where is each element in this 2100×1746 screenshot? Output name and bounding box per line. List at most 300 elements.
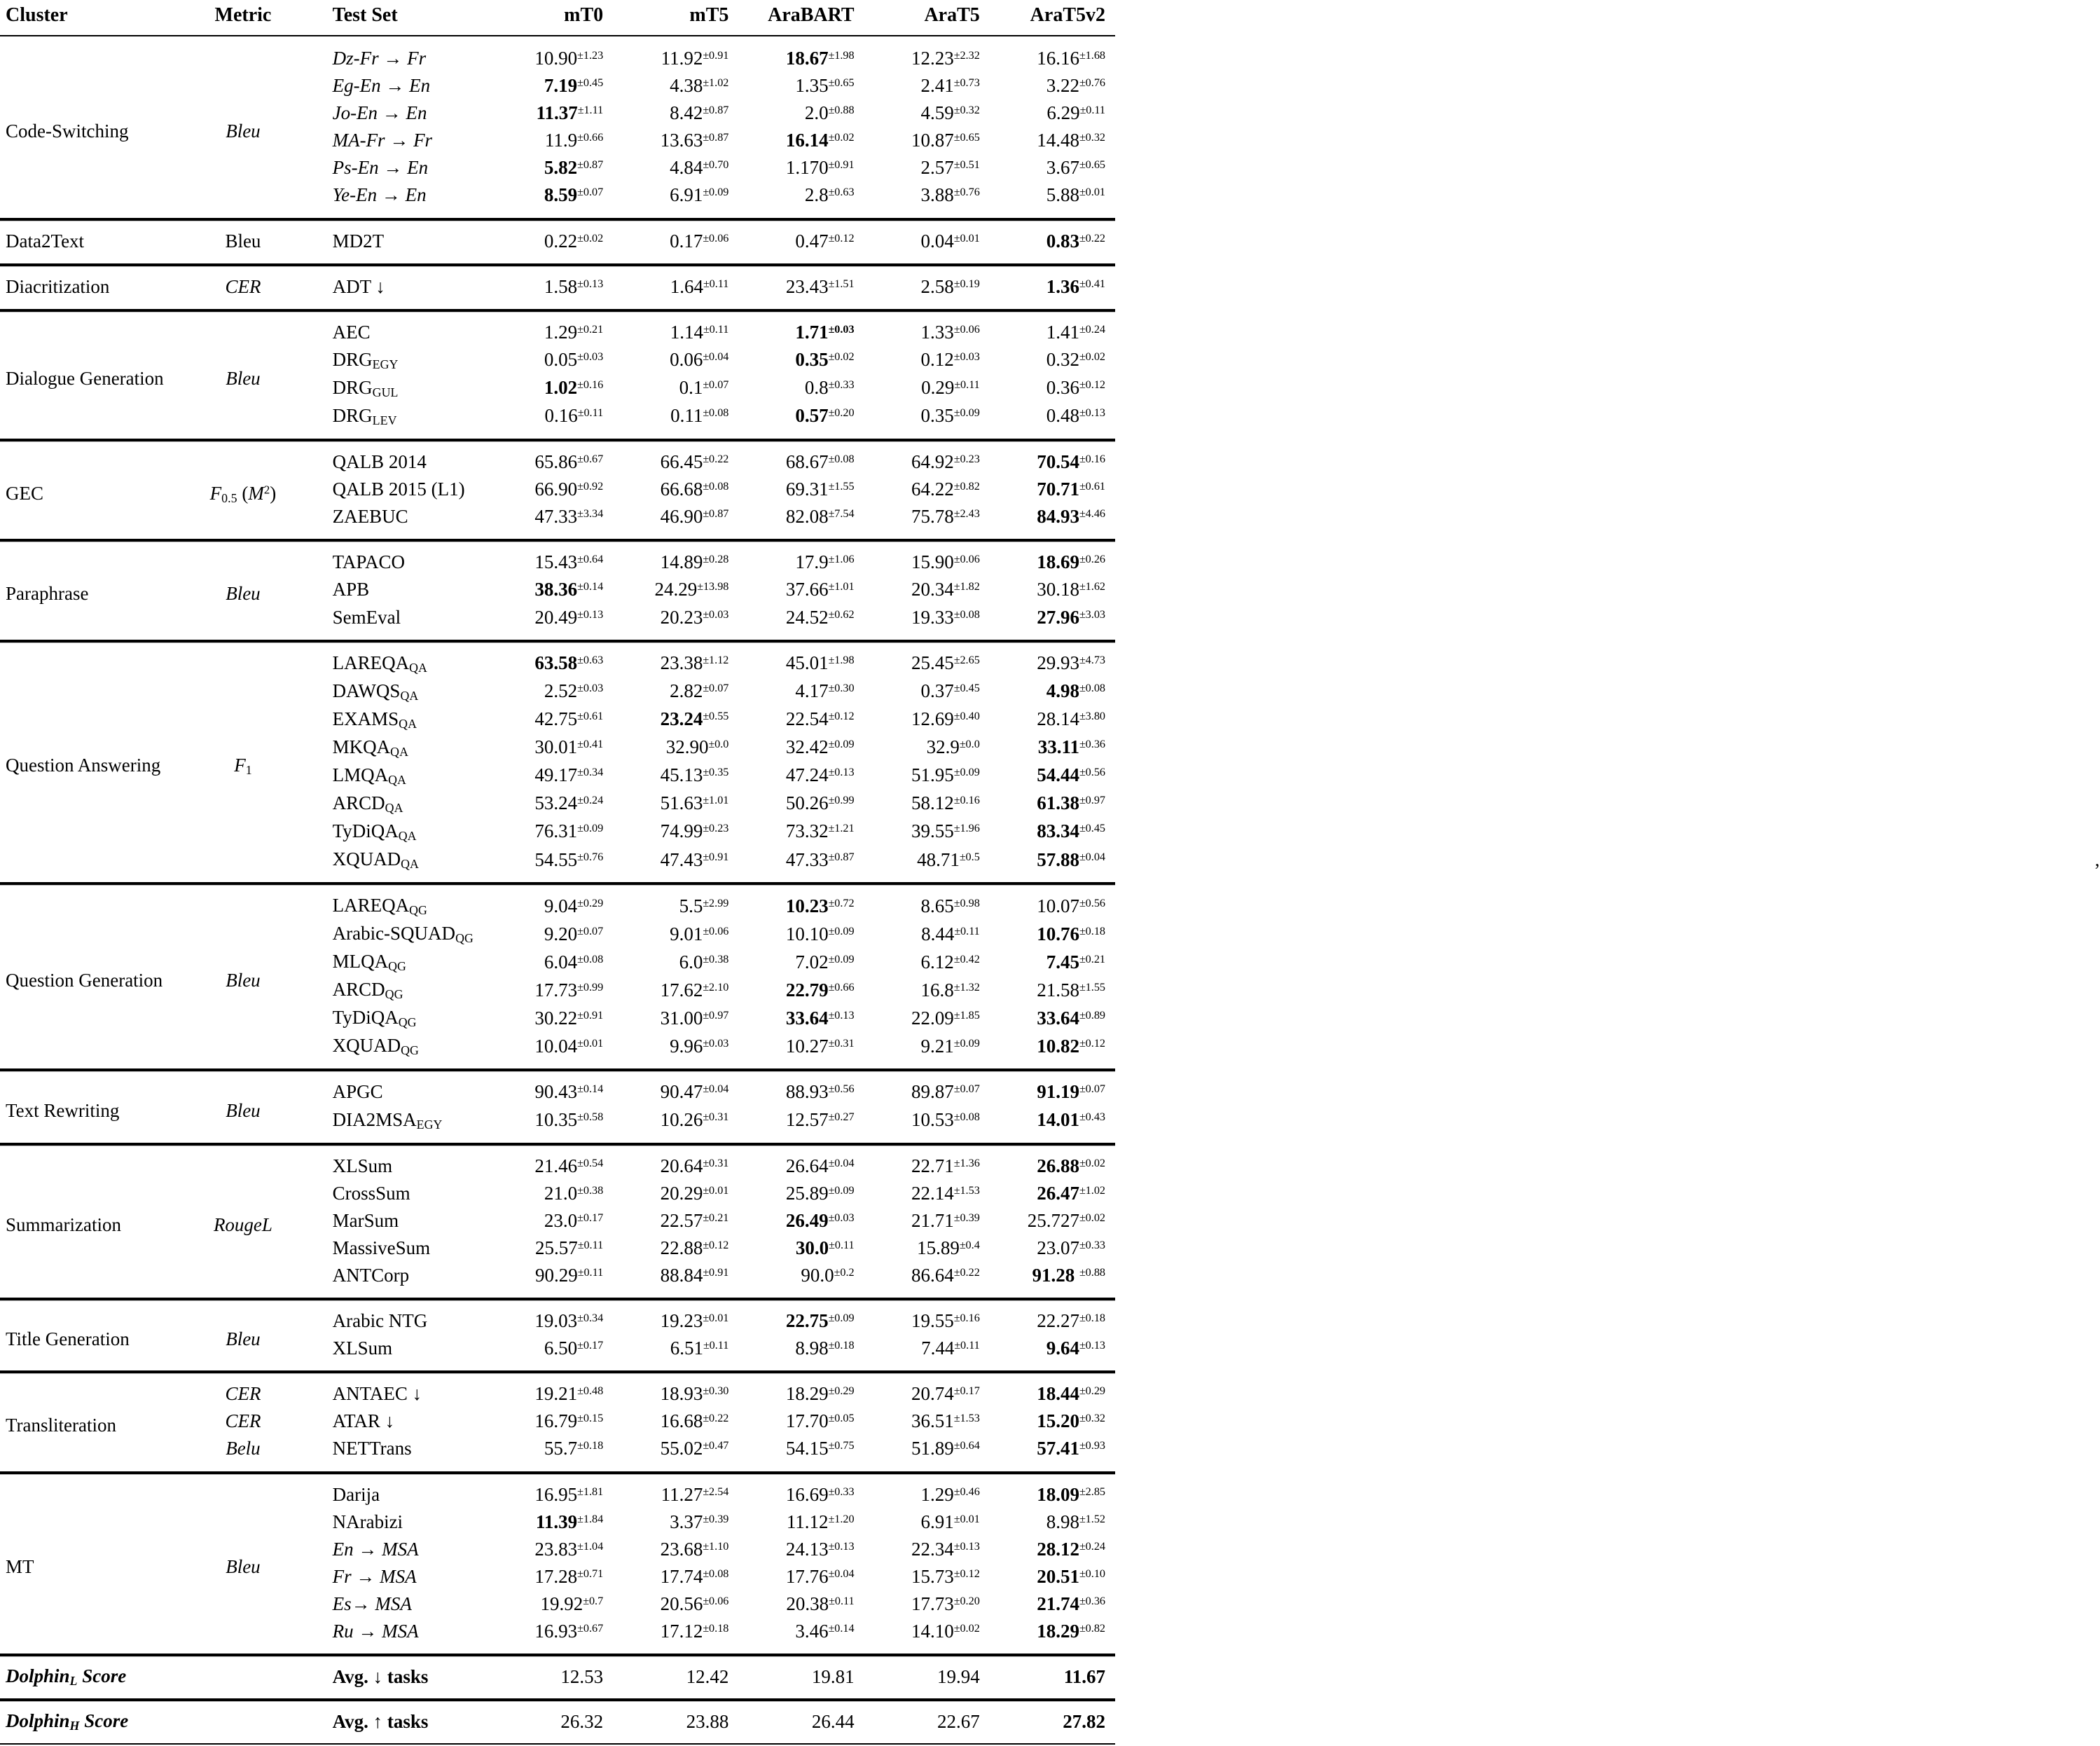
column-header-cluster: Cluster xyxy=(0,0,162,36)
cell-score-mt5 xyxy=(613,181,738,218)
score-stddev: ±0.11 xyxy=(954,378,980,392)
score-number: 66.90 xyxy=(534,479,578,500)
score-number: 2.8 xyxy=(804,184,829,206)
trailing-comma-mark: , xyxy=(2094,848,2100,870)
cell-score-arabart xyxy=(738,99,864,127)
score-stddev: ±4.46 xyxy=(1079,507,1105,521)
test-set-subscript: QG xyxy=(385,987,403,1002)
score-number: 17.73 xyxy=(534,979,578,1001)
test-set-label: ZAEBUC xyxy=(332,506,408,528)
score-number: 22.67 xyxy=(937,1710,980,1732)
score-number: 63.58 xyxy=(534,652,578,674)
score-number: 55.02 xyxy=(660,1438,703,1459)
cell-score-arabart xyxy=(738,790,864,818)
score-value xyxy=(911,1566,980,1587)
score-value xyxy=(560,1711,603,1732)
score-value xyxy=(534,1155,603,1176)
cell-test-set xyxy=(324,264,488,310)
score-stddev: ±0.21 xyxy=(703,1211,729,1224)
score-stddev: ±0.31 xyxy=(828,1036,855,1050)
cell-score-mt0 xyxy=(488,503,613,539)
cell-score-mt5 xyxy=(613,1106,738,1143)
cell-score-arabart xyxy=(738,604,864,640)
score-value xyxy=(917,849,980,870)
score-value xyxy=(911,1410,980,1431)
score-number: 8.98 xyxy=(795,1338,829,1359)
score-number: 10.76 xyxy=(1037,923,1079,944)
score-value xyxy=(670,349,728,370)
metric-label: Bleu xyxy=(226,367,261,389)
score-stddev: ±1.52 xyxy=(1079,1512,1105,1525)
score-value xyxy=(534,551,603,572)
test-set-subscript: GUL xyxy=(372,385,399,399)
score-number: 14.01 xyxy=(1037,1109,1079,1131)
score-number: 58.12 xyxy=(911,792,954,814)
score-value xyxy=(544,231,603,252)
cell-metric xyxy=(162,1435,324,1471)
cell-score-mt5 xyxy=(613,402,738,439)
score-value xyxy=(911,451,980,472)
score-stddev: ±0.03 xyxy=(577,350,604,364)
cluster-label: Data2Text xyxy=(6,230,85,252)
cell-score-arat5v2 xyxy=(990,99,1115,127)
header-row xyxy=(0,0,1115,36)
score-stddev: ±0.34 xyxy=(577,766,604,779)
cell-test-set xyxy=(324,1536,488,1563)
table-row xyxy=(0,539,1115,576)
score-stddev: ±0.12 xyxy=(828,710,855,723)
score-value xyxy=(911,579,980,600)
cell-score-mt0 xyxy=(488,790,613,818)
score-number: 0.1 xyxy=(679,377,703,399)
test-set-label: Darija xyxy=(332,1483,380,1505)
score-stddev: ±0.41 xyxy=(1079,277,1105,290)
score-value xyxy=(670,75,728,96)
table-row xyxy=(0,883,1115,920)
score-stddev: ±0.55 xyxy=(703,710,729,723)
score-number: 6.91 xyxy=(670,184,703,206)
cell-score-arat5 xyxy=(864,1235,990,1262)
cell-score-arat5 xyxy=(864,1069,990,1106)
cell-score-arabart xyxy=(738,976,864,1004)
score-number: 16.16 xyxy=(1037,48,1079,69)
score-stddev: ±0.09 xyxy=(703,186,729,199)
score-number: 21.71 xyxy=(911,1209,954,1231)
cell-score-arat5 xyxy=(864,1472,990,1508)
cell-score-mt5 xyxy=(613,604,738,640)
test-set-label: $LMQA_{QA}$ xyxy=(332,764,407,787)
test-set-label: NArabizi xyxy=(332,1511,403,1532)
cell-score-mt0 xyxy=(488,846,613,883)
score-stddev: ±0.91 xyxy=(577,1008,604,1022)
score-value xyxy=(534,708,603,729)
test-set-label: $DIA2MSA_{EGY}$ xyxy=(332,1108,443,1132)
score-value xyxy=(921,184,980,205)
cell-score-mt5 xyxy=(613,1004,738,1032)
score-stddev: ±0.18 xyxy=(1079,924,1105,937)
cell-score-arat5v2 xyxy=(990,818,1115,846)
table-header xyxy=(0,0,1115,36)
cell-score-arat5 xyxy=(864,1699,990,1744)
cell-score-arabart xyxy=(738,503,864,539)
score-stddev: ±1.01 xyxy=(828,580,855,593)
score-number: 61.38 xyxy=(1037,792,1079,814)
cell-cluster xyxy=(0,1143,162,1298)
score-value xyxy=(541,1593,604,1614)
score-value xyxy=(786,792,855,813)
cell-score-mt5 xyxy=(613,503,738,539)
score-number: 26.64 xyxy=(785,1155,829,1176)
score-number: 66.45 xyxy=(660,451,703,473)
cell-test-set xyxy=(324,219,488,264)
score-value xyxy=(661,1593,729,1614)
score-number: 26.47 xyxy=(1037,1182,1079,1204)
score-stddev: ±1.55 xyxy=(828,480,855,493)
test-set-label: $ARCD_{QG}$ xyxy=(332,979,403,1002)
cell-test-set xyxy=(324,1335,488,1371)
cell-score-mt5 xyxy=(613,439,738,476)
score-number: 20.38 xyxy=(786,1593,829,1614)
score-stddev: ±0.91 xyxy=(828,158,855,172)
score-value xyxy=(534,1484,603,1505)
score-stddev: ±0.27 xyxy=(828,1110,855,1123)
score-value xyxy=(1046,75,1105,96)
cell-score-arat5 xyxy=(864,1180,990,1207)
score-value xyxy=(1032,1265,1105,1286)
score-number: 91.19 xyxy=(1037,1081,1079,1103)
cell-metric xyxy=(162,1143,324,1298)
score-value xyxy=(536,1511,603,1532)
score-stddev: ±0.39 xyxy=(703,1512,729,1525)
table-row xyxy=(0,36,1115,72)
cell-score-arat5v2 xyxy=(990,604,1115,640)
cell-score-arat5 xyxy=(864,604,990,640)
metric-label: CER xyxy=(225,1410,261,1432)
score-number: 90.47 xyxy=(660,1081,703,1103)
cell-score-arabart xyxy=(738,1143,864,1180)
score-value xyxy=(911,1438,980,1459)
score-stddev: ±0.02 xyxy=(828,131,855,144)
score-stddev: ±2.43 xyxy=(953,507,980,521)
cell-test-set xyxy=(324,1032,488,1069)
cell-score-mt0 xyxy=(488,706,613,734)
score-number: 46.90 xyxy=(660,506,703,528)
score-value xyxy=(661,1383,729,1404)
cell-cluster xyxy=(0,539,162,640)
score-number: 20.34 xyxy=(911,579,954,600)
cell-score-mt5 xyxy=(613,539,738,576)
cell-score-mt0 xyxy=(488,539,613,576)
test-set-label: Arabic-$SQUAD_{QG}$ xyxy=(332,923,474,946)
score-number: 10.26 xyxy=(660,1109,703,1131)
score-value xyxy=(1037,1410,1105,1431)
cell-score-arat5 xyxy=(864,846,990,883)
cell-score-mt5 xyxy=(613,1032,738,1069)
cell-score-mt0 xyxy=(488,1235,613,1262)
score-number: 29.93 xyxy=(1037,652,1079,674)
table-row xyxy=(0,1298,1115,1335)
score-stddev: ±0.32 xyxy=(1079,131,1105,144)
score-stddev: ±0.5 xyxy=(959,850,980,863)
cell-score-mt5 xyxy=(613,706,738,734)
test-set-label: APB xyxy=(332,579,370,600)
score-value xyxy=(786,1484,855,1505)
score-value xyxy=(544,895,603,916)
score-number: 31.00 xyxy=(660,1007,703,1029)
score-stddev: ±0.18 xyxy=(577,1439,604,1452)
cell-score-mt5 xyxy=(613,72,738,99)
score-stddev: ±0.09 xyxy=(953,406,980,420)
score-stddev: ±0.88 xyxy=(1079,1265,1105,1279)
score-stddev: ±0.24 xyxy=(1079,322,1105,336)
score-stddev: ±0.12 xyxy=(828,231,855,245)
cell-score-arat5v2 xyxy=(990,576,1115,603)
score-stddev: ±0.91 xyxy=(703,48,729,62)
score-number: 51.95 xyxy=(911,764,954,786)
score-value xyxy=(786,1183,855,1204)
score-number: 18.29 xyxy=(785,1383,829,1405)
cell-score-mt0 xyxy=(488,1536,613,1563)
cell-average-label xyxy=(324,1654,488,1699)
column-header-metric: Metric xyxy=(162,0,324,36)
cell-score-mt5 xyxy=(613,920,738,948)
score-value xyxy=(786,708,855,729)
score-value xyxy=(812,1666,855,1687)
cell-score-arat5v2 xyxy=(990,976,1115,1004)
score-value xyxy=(534,1621,603,1642)
score-stddev: ±0.41 xyxy=(577,738,604,751)
score-value xyxy=(805,102,855,123)
score-stddev: ±0.03 xyxy=(577,682,604,695)
score-stddev: ±0.03 xyxy=(703,607,729,621)
cluster-label: Diacritization xyxy=(6,275,110,297)
cell-test-set xyxy=(324,1180,488,1207)
score-value xyxy=(1037,652,1105,673)
score-number: 21.58 xyxy=(1037,979,1079,1001)
cell-score-arabart xyxy=(738,706,864,734)
cell-score-mt0 xyxy=(488,1207,613,1235)
score-number: 12.53 xyxy=(560,1665,604,1687)
cell-test-set xyxy=(324,476,488,503)
cell-cluster xyxy=(0,219,162,264)
cell-score-arabart xyxy=(738,640,864,678)
score-number: 22.27 xyxy=(1037,1310,1079,1332)
score-value xyxy=(1028,1210,1105,1231)
column-header-arat5v2: AraT5v2 xyxy=(990,0,1115,36)
cell-test-set xyxy=(324,99,488,127)
score-value xyxy=(786,506,855,527)
test-set-label: MassiveSum xyxy=(332,1237,431,1258)
cell-test-set xyxy=(324,1408,488,1435)
score-stddev: ±0.13 xyxy=(577,277,604,290)
score-number: 20.29 xyxy=(660,1182,703,1204)
score-value xyxy=(1037,1484,1105,1505)
score-number: 1.71 xyxy=(795,321,829,343)
cell-score-arabart xyxy=(738,1699,864,1744)
score-number: 25.727 xyxy=(1027,1209,1079,1231)
cell-score-arat5 xyxy=(864,72,990,99)
score-value xyxy=(536,102,603,123)
cell-score-arat5 xyxy=(864,402,990,439)
metric-label: Belu xyxy=(226,1438,261,1459)
score-number: 45.01 xyxy=(785,652,829,674)
test-set-label: Dz-Fr → Fr xyxy=(332,48,427,69)
score-number: 10.10 xyxy=(785,923,829,944)
score-value xyxy=(534,1566,603,1587)
cell-score-arat5v2 xyxy=(990,1180,1115,1207)
score-number: 12.42 xyxy=(686,1665,729,1687)
score-stddev: ±0.93 xyxy=(1079,1439,1105,1452)
dolphin-score-label: Dolphin$_L$ Score xyxy=(6,1665,127,1689)
test-set-label: $ARCD_{QA}$ xyxy=(332,792,403,815)
score-number: 19.94 xyxy=(937,1665,980,1687)
score-value xyxy=(661,1621,729,1642)
cell-score-arabart xyxy=(738,1371,864,1408)
score-number: 17.74 xyxy=(660,1565,703,1587)
cell-score-mt0 xyxy=(488,883,613,920)
cell-score-arat5 xyxy=(864,678,990,706)
cell-score-arabart xyxy=(738,181,864,218)
score-stddev: ±0.73 xyxy=(953,76,980,89)
cell-test-set xyxy=(324,1262,488,1298)
score-value xyxy=(1046,102,1105,123)
score-value xyxy=(1046,322,1105,343)
score-value xyxy=(1037,451,1105,472)
cell-score-mt5 xyxy=(613,976,738,1004)
score-value xyxy=(1046,184,1105,205)
score-stddev: ±0.17 xyxy=(577,1211,604,1224)
cell-score-mt0 xyxy=(488,1298,613,1335)
score-value xyxy=(670,322,729,343)
score-stddev: ±0.08 xyxy=(828,452,855,465)
score-number: 1.170 xyxy=(785,157,829,179)
score-value xyxy=(534,820,603,841)
score-stddev: ±1.32 xyxy=(953,980,980,994)
score-stddev: ±0.28 xyxy=(703,553,729,566)
score-stddev: ±0.99 xyxy=(577,980,604,994)
score-value xyxy=(670,1338,729,1359)
score-stddev: ±0.31 xyxy=(703,1110,729,1123)
score-number: 10.23 xyxy=(785,895,829,916)
test-set-label: ANTCorp xyxy=(332,1265,410,1286)
score-value xyxy=(1037,479,1105,500)
score-stddev: ±0.38 xyxy=(703,952,729,965)
score-stddev: ±0.09 xyxy=(828,738,855,751)
score-stddev: ±0.16 xyxy=(953,794,980,807)
score-stddev: ±0.32 xyxy=(953,104,980,117)
score-number: 2.41 xyxy=(920,75,954,97)
score-value xyxy=(1037,1183,1105,1204)
score-number: 0.17 xyxy=(670,230,703,252)
score-value xyxy=(534,736,603,757)
score-number: 4.17 xyxy=(795,680,829,702)
score-value xyxy=(534,1310,603,1331)
score-stddev: ±1.96 xyxy=(953,822,980,835)
score-number: 22.71 xyxy=(911,1155,954,1176)
score-number: 26.44 xyxy=(811,1710,855,1732)
score-value xyxy=(911,1593,980,1614)
score-stddev: ±0.92 xyxy=(577,480,604,493)
score-value xyxy=(670,1036,728,1057)
score-value xyxy=(670,276,729,297)
score-number: 23.07 xyxy=(1037,1237,1079,1258)
cell-dolphin-score-label xyxy=(0,1654,324,1699)
score-stddev: ±0.18 xyxy=(1079,1312,1105,1324)
test-set-label: $LAREQA_{QA}$ xyxy=(332,652,428,675)
score-value xyxy=(670,680,728,701)
table-row xyxy=(0,439,1115,476)
score-stddev: ±1.06 xyxy=(828,553,855,566)
score-value xyxy=(1037,708,1105,729)
score-number: 26.88 xyxy=(1037,1155,1079,1176)
score-number: 12.57 xyxy=(785,1109,829,1131)
score-stddev: ±0.51 xyxy=(953,158,980,172)
score-value xyxy=(544,75,603,96)
cell-test-set xyxy=(324,1069,488,1106)
cell-score-mt5 xyxy=(613,948,738,976)
score-number: 24.13 xyxy=(785,1538,829,1560)
cell-score-mt5 xyxy=(613,1143,738,1180)
score-number: 0.16 xyxy=(544,405,578,427)
cell-score-arabart xyxy=(738,476,864,503)
cell-score-arat5v2 xyxy=(990,1508,1115,1536)
score-stddev: ±0.40 xyxy=(953,710,980,723)
score-stddev: ±0.22 xyxy=(953,1265,980,1279)
score-value xyxy=(544,1183,603,1204)
cell-score-mt0 xyxy=(488,1699,613,1744)
cell-score-arat5v2 xyxy=(990,1262,1115,1298)
cell-test-set xyxy=(324,976,488,1004)
score-value xyxy=(911,479,980,500)
score-number: 22.54 xyxy=(785,708,829,730)
score-stddev: ±0.7 xyxy=(583,1594,604,1607)
metric-label: $F_{0.5}$ $(M^2)$ xyxy=(209,482,277,505)
score-value xyxy=(1046,680,1105,701)
score-value xyxy=(661,1566,729,1587)
score-value xyxy=(544,349,603,370)
score-stddev: ±0.13 xyxy=(828,1539,855,1553)
cell-test-set xyxy=(324,678,488,706)
score-value xyxy=(534,1081,603,1102)
cell-test-set xyxy=(324,920,488,948)
cell-test-set xyxy=(324,402,488,439)
cell-score-arat5 xyxy=(864,127,990,154)
score-number: 54.15 xyxy=(785,1438,829,1459)
metric-label: Bleu xyxy=(226,583,261,605)
cell-score-arat5v2 xyxy=(990,1207,1115,1235)
test-set-label: $XQUAD_{QA}$ xyxy=(332,848,420,871)
cell-test-set xyxy=(324,503,488,539)
cell-score-mt0 xyxy=(488,36,613,72)
score-number: 7.44 xyxy=(921,1338,955,1359)
cell-score-arabart xyxy=(738,1069,864,1106)
cell-score-arat5v2 xyxy=(990,476,1115,503)
cell-score-mt5 xyxy=(613,846,738,883)
score-value xyxy=(1038,736,1105,757)
score-value xyxy=(1037,979,1105,1001)
cell-score-arat5 xyxy=(864,1032,990,1069)
cell-score-arat5 xyxy=(864,1435,990,1471)
cell-score-mt0 xyxy=(488,219,613,264)
score-value xyxy=(534,607,603,628)
cell-test-set xyxy=(324,36,488,72)
test-set-label: $LAREQA_{QG}$ xyxy=(332,895,428,917)
score-value xyxy=(534,479,603,500)
score-number: 18.69 xyxy=(1037,551,1079,573)
score-number: 75.78 xyxy=(911,506,954,528)
score-value xyxy=(911,1109,980,1130)
score-number: 0.35 xyxy=(920,405,954,427)
